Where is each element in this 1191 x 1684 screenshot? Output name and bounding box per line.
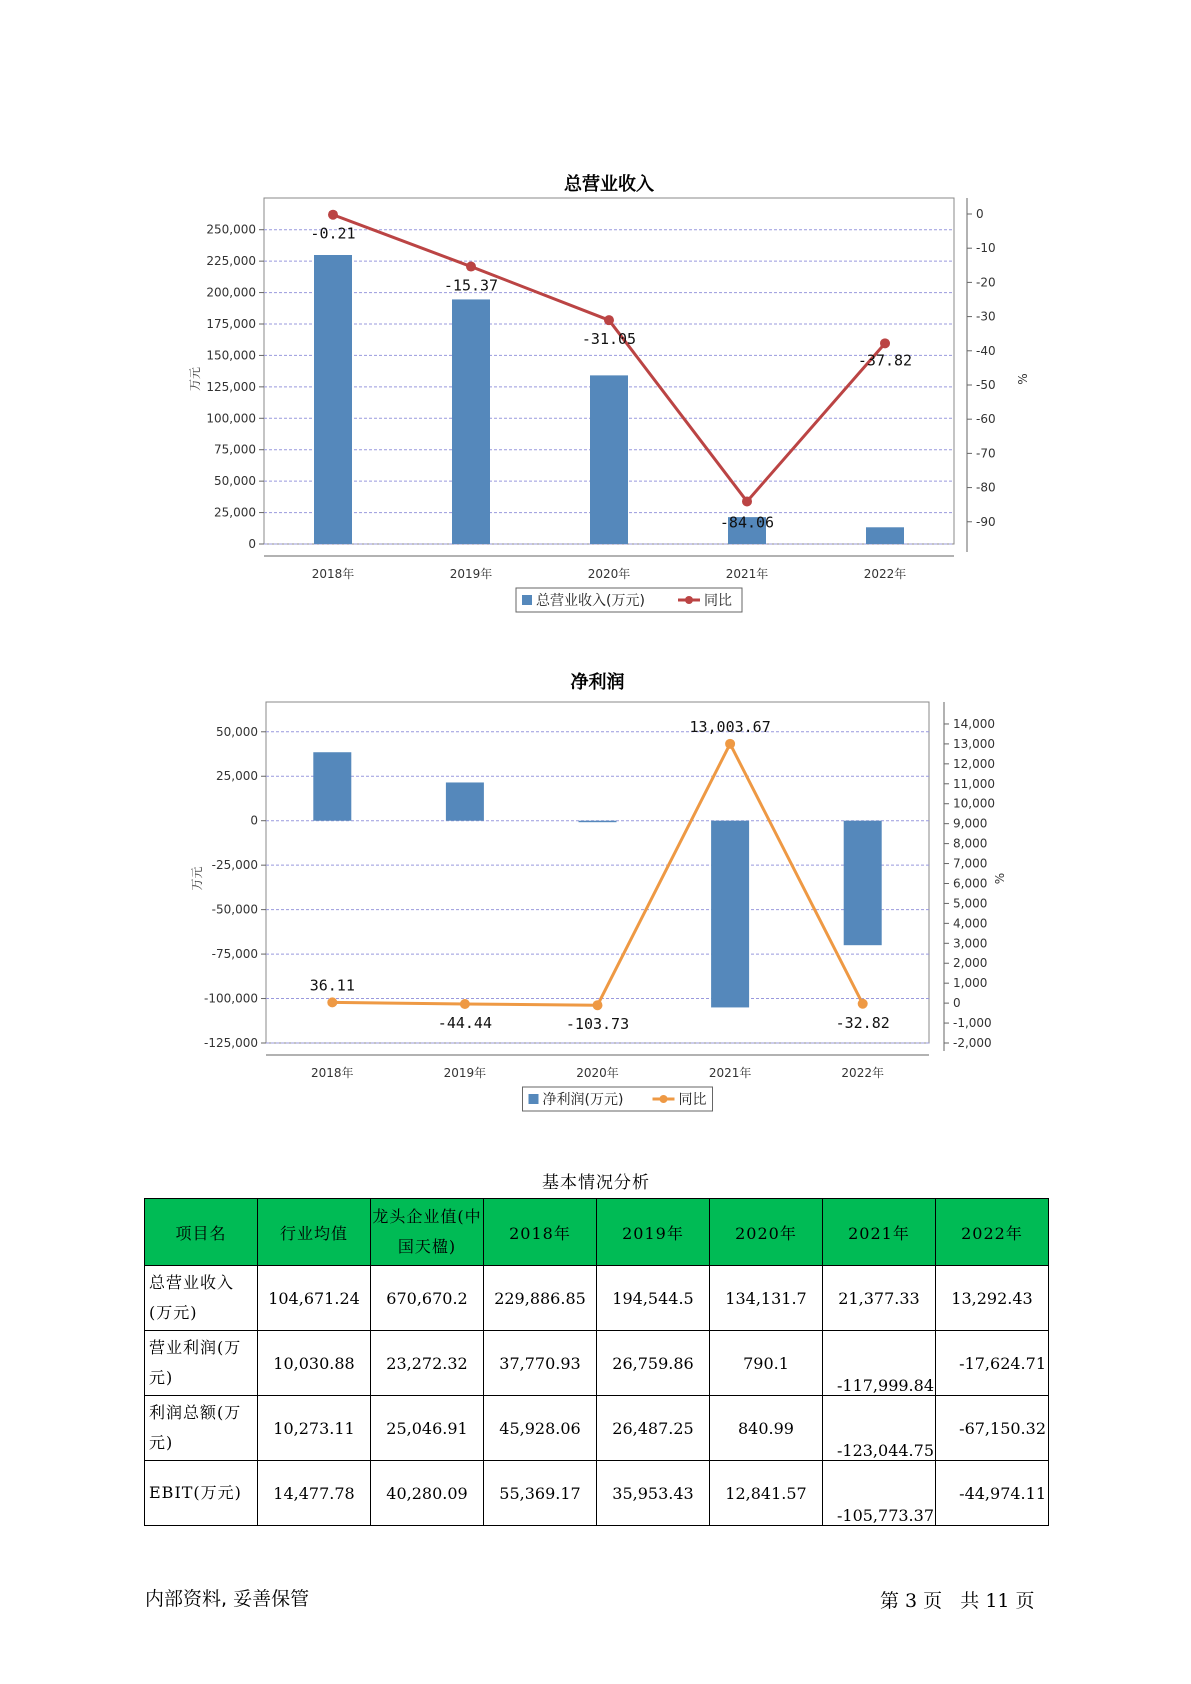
data-label: -44.44 [437,1014,492,1033]
table-caption: 基本情况分析 [542,1173,650,1193]
y2-tick-label: 2,000 [953,956,988,971]
line-point [604,315,614,325]
footer-confidential-note: 内部资料, 妥善保管 [145,1588,310,1610]
legend-bar-label: 净利润(万元) [542,1092,624,1108]
x-tick-label: 2018年 [311,1066,354,1080]
y2-tick-label: 14,000 [953,716,995,731]
x-tick-label: 2020年 [576,1066,619,1080]
line-point [327,997,337,1007]
table-header-row [145,1199,1049,1266]
y2-tick-label: 10,000 [953,796,995,811]
cell: 229,886.85 [484,1266,597,1331]
legend-line-marker [685,596,693,604]
y2-axis-label: % [993,872,1007,885]
row-name: EBIT(万元) [145,1461,258,1526]
cell: -117,999.84 [823,1331,936,1396]
y2-tick-label: 6,000 [953,876,988,891]
y-tick-label: 50,000 [216,724,258,739]
line-point [460,999,470,1009]
header-2019: 2019年 [597,1199,710,1266]
cell: 21,377.33 [823,1266,936,1331]
line-point [858,999,868,1009]
cell: -17,624.71 [936,1331,1049,1396]
y2-tick-label: 4,000 [953,916,988,931]
line-point [466,262,476,272]
x-tick-label: 2021年 [708,1066,752,1080]
y-tick-label: 225,000 [206,254,256,269]
table-row [145,1266,1049,1331]
line-point [328,210,338,220]
cell: 194,544.5 [597,1266,710,1331]
cell: 10,273.11 [258,1396,371,1461]
x-tick-label: 2022年 [841,1066,884,1080]
basic-analysis-table [144,1198,1049,1526]
header-2018: 2018年 [484,1199,597,1266]
y-tick-label: 150,000 [206,348,256,363]
legend-bar-label: 总营业收入(万元) [536,593,645,609]
net-profit-chart [0,660,1191,1120]
chart-title: 总营业收入 [564,174,654,195]
x-tick-label: 2018年 [311,567,355,581]
y2-tick-label: -80 [976,480,996,495]
cell: -123,044.75 [823,1396,936,1461]
legend-line-label: 同比 [678,1092,707,1108]
y-tick-label: 25,000 [214,505,256,520]
data-label: 13,003.67 [689,717,771,736]
revenue-chart [0,160,1191,630]
y-tick-label: -50,000 [211,902,258,917]
y2-tick-label: 1,000 [953,976,988,991]
table-row [145,1396,1049,1461]
cell: 23,272.32 [371,1331,484,1396]
cell: 26,487.25 [597,1396,710,1461]
row-name: 营业利润(万元) [145,1331,258,1396]
row-name: 利润总额(万元) [145,1396,258,1461]
cell: 12,841.57 [710,1461,823,1526]
cell: 35,953.43 [597,1461,710,1526]
header-2022: 2022年 [936,1199,1049,1266]
y-tick-label: 100,000 [206,411,256,426]
bar [446,782,484,820]
legend-bar-swatch [529,1094,539,1104]
y2-tick-label: 8,000 [953,836,988,851]
y2-tick-label: 3,000 [953,936,988,951]
header-leader-value: 龙头企业值(中国天楹) [371,1199,484,1266]
y2-tick-label: 0 [976,207,984,221]
row-name: 总营业收入(万元) [145,1266,258,1331]
y-tick-label: 0 [250,813,258,828]
cell: -67,150.32 [936,1396,1049,1461]
y2-tick-label: -2,000 [953,1036,992,1050]
header-item-name: 项目名 [145,1199,258,1266]
y-tick-label: -75,000 [211,947,258,962]
x-tick-label: 2020年 [587,567,631,581]
line-point [742,496,752,506]
cell: 13,292.43 [936,1266,1049,1331]
revenue-chart-svg [0,160,1191,630]
y2-tick-label: 12,000 [953,756,995,771]
cell: 26,759.86 [597,1331,710,1396]
cell: 25,046.91 [371,1396,484,1461]
y2-tick-label: 13,000 [953,736,995,751]
y-tick-label: 175,000 [206,317,256,331]
cell: 790.1 [710,1331,823,1396]
y2-tick-label: -50 [976,377,996,392]
y2-tick-label: 7,000 [953,856,988,871]
x-tick-label: 2021年 [725,567,769,581]
y-tick-label: 50,000 [214,474,256,489]
line-point [593,1000,603,1010]
cell: 45,928.06 [484,1396,597,1461]
bar [313,752,351,820]
y2-tick-label: -1,000 [953,1016,992,1031]
x-tick-label: 2019年 [443,1066,487,1080]
cell: 10,030.88 [258,1331,371,1396]
bar [844,821,882,945]
legend-bar-swatch [522,595,532,605]
y2-tick-label: -70 [976,446,996,461]
cell: -105,773.37 [823,1461,936,1526]
plot-border [266,702,929,1043]
data-label: -103.73 [565,1015,630,1034]
bar [711,821,749,1008]
y2-tick-label: -20 [976,275,996,290]
table-row [145,1461,1049,1526]
data-label: -15.37 [443,276,499,295]
cell: 55,369.17 [484,1461,597,1526]
data-label: -37.82 [857,351,913,370]
line-point [725,739,735,749]
x-tick-label: 2022年 [863,567,907,581]
y2-tick-label: 9,000 [953,816,988,831]
y-tick-label: 125,000 [206,379,256,394]
y-tick-label: -25,000 [211,858,258,873]
data-label: -0.21 [310,224,356,243]
y2-tick-label: -40 [976,343,996,358]
cell: 14,477.78 [258,1461,371,1526]
y2-tick-label: -10 [976,241,996,256]
cell: 840.99 [710,1396,823,1461]
cell: 40,280.09 [371,1461,484,1526]
bar [579,821,617,823]
line-point [880,338,890,348]
bar [452,299,490,544]
bar [314,255,352,544]
data-label: 36.11 [309,976,355,995]
y-tick-label: 25,000 [216,769,258,784]
cell: -44,974.11 [936,1461,1049,1526]
legend-line-label: 同比 [704,593,732,609]
legend-line-marker [660,1095,668,1103]
y2-tick-label: -30 [976,309,996,324]
data-label: -31.05 [581,330,637,349]
series-line [332,744,862,1005]
bar [866,527,904,544]
y-tick-label: 250,000 [206,222,256,237]
y-tick-label: 75,000 [214,442,256,457]
y-tick-label: 0 [248,537,256,551]
header-industry-avg: 行业均值 [258,1199,371,1266]
data-label: -32.82 [835,1013,890,1032]
cell: 670,670.2 [371,1266,484,1331]
y-tick-label: 200,000 [206,285,256,300]
y-axis-label: 万元 [188,366,202,392]
y2-tick-label: 0 [953,996,961,1011]
header-2020: 2020年 [710,1199,823,1266]
table-row [145,1331,1049,1396]
net-profit-chart-svg [0,660,1191,1120]
y2-axis-label: % [1016,373,1030,385]
y2-tick-label: -60 [976,412,996,427]
footer-page-number: 第 3 页 共 11 页 [880,1590,1035,1612]
y-tick-label: -125,000 [204,1036,258,1050]
y2-tick-label: 5,000 [953,896,988,911]
y-axis-label: 万元 [190,866,204,891]
cell: 134,131.7 [710,1266,823,1331]
header-2021: 2021年 [823,1199,936,1266]
cell: 37,770.93 [484,1331,597,1396]
y2-tick-label: 11,000 [953,776,995,791]
data-label: -84.06 [719,513,775,532]
cell: 104,671.24 [258,1266,371,1331]
y2-tick-label: -90 [976,514,996,529]
bar [590,375,628,544]
x-tick-label: 2019年 [449,567,493,581]
chart-title: 净利润 [570,672,625,693]
y-tick-label: -100,000 [204,991,258,1006]
